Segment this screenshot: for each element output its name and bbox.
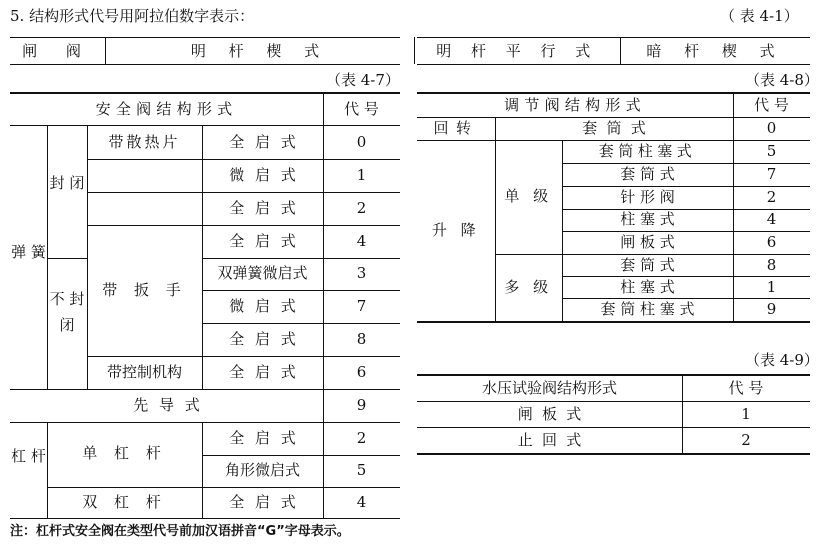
type-cell: 全 启 式 <box>229 429 296 447</box>
table-label-4-7: （表 4-7） <box>326 71 400 89</box>
option-double-lever: 双 杠 杆 <box>82 493 167 511</box>
type-cell: 闸 板 式 <box>517 405 582 423</box>
pilot-code-cell: 9 <box>356 396 367 414</box>
type-cell: 全 启 式 <box>229 363 296 381</box>
footnote: 注：杠杆式安全阀在类型代号前加汉语拼音“G”字母表示。 <box>10 524 350 539</box>
type-cell: 角形微启式 <box>224 461 300 479</box>
type-cell: 闸 板 式 <box>620 233 675 251</box>
subcategory-unsealed: 不 封 闭 <box>49 290 85 334</box>
rising-stem-wedge-cell: 明 杆 楔 式 <box>190 42 329 60</box>
code-cell: 8 <box>356 330 367 348</box>
type-cell: 微 启 式 <box>229 166 296 184</box>
type-cell: 套 筒 柱 塞 式 <box>600 300 695 318</box>
code-cell: 8 <box>766 256 777 274</box>
type-cell: 双弹簧微启式 <box>217 264 308 282</box>
type-cell: 柱 塞 式 <box>620 278 675 296</box>
rising-stem-parallel-cell: 明 杆 平 行 式 <box>436 42 598 60</box>
safety-valve-form-header: 安全阀结构形式 <box>95 100 238 118</box>
category-lift: 升 降 <box>431 221 481 239</box>
table-label-4-9: （表 4-9） <box>745 351 819 369</box>
type-cell: 套筒柱塞式 <box>598 142 697 160</box>
table-ref-4-1: （ 表 4-1） <box>720 7 799 25</box>
type-cell: 柱 塞 式 <box>620 210 675 228</box>
regulating-valve-code-header: 代 号 <box>754 96 789 114</box>
subcategory-single-stage: 单 级 <box>504 187 553 205</box>
code-cell: 4 <box>356 493 367 511</box>
code-cell: 0 <box>766 119 777 137</box>
code-cell: 6 <box>356 363 367 381</box>
pilot-type-cell: 先 导 式 <box>133 396 200 414</box>
type-cell: 全 启 式 <box>229 493 296 511</box>
code-cell: 5 <box>356 461 367 479</box>
type-cell: 止 回 式 <box>517 431 582 449</box>
test-valve-form-header: 水压试验阀结构形式 <box>481 379 617 397</box>
type-cell: 微 启 式 <box>229 297 296 315</box>
type-cell: 套 筒 式 <box>582 119 646 137</box>
category-spring: 弹 簧 <box>11 243 46 261</box>
option-heat-fins: 带散热片 <box>108 133 181 151</box>
code-cell: 7 <box>356 297 367 315</box>
option-single-lever: 单 杠 杆 <box>82 444 167 462</box>
safety-valve-code-header: 代 号 <box>344 100 379 118</box>
type-cell: 套 筒 式 <box>620 165 675 183</box>
type-cell: 全 启 式 <box>229 133 296 151</box>
code-cell: 6 <box>766 233 777 251</box>
type-cell: 全 启 式 <box>229 330 296 348</box>
option-control-mechanism: 带控制机构 <box>106 363 182 381</box>
category-lever: 杠 杆 <box>11 447 46 465</box>
code-cell: 2 <box>356 199 367 217</box>
code-cell: 9 <box>766 300 777 318</box>
code-cell: 2 <box>741 431 751 449</box>
regulating-valve-form-header: 调节阀结构形式 <box>504 96 646 114</box>
code-cell: 3 <box>356 264 367 282</box>
option-wrench: 带 扳 手 <box>102 281 187 299</box>
test-valve-code-header: 代 号 <box>728 379 764 397</box>
subcategory-sealed: 封 闭 <box>49 174 85 192</box>
category-rotary: 回转 <box>433 119 479 137</box>
code-cell: 2 <box>766 188 777 206</box>
subcategory-multi-stage: 多 级 <box>504 278 553 296</box>
code-cell: 4 <box>766 210 777 228</box>
code-cell: 1 <box>741 405 751 423</box>
code-cell: 2 <box>356 429 367 447</box>
type-cell: 全 启 式 <box>229 232 296 250</box>
table-label-4-8: （表 4-8） <box>745 71 819 89</box>
code-cell: 0 <box>356 133 367 151</box>
non-rising-stem-wedge-cell: 暗 杆 楔 式 <box>646 42 784 60</box>
gate-valve-cell: 闸 阀 <box>22 42 93 60</box>
type-cell: 全 启 式 <box>229 199 296 217</box>
type-cell: 针 形 阀 <box>620 188 675 206</box>
type-cell: 套 筒 式 <box>620 256 675 274</box>
code-cell: 4 <box>356 232 367 250</box>
code-cell: 7 <box>766 165 777 183</box>
section-heading: 5. 结构形式代号用阿拉伯数字表示： <box>10 7 255 25</box>
code-cell: 1 <box>766 278 777 296</box>
code-cell: 1 <box>356 166 367 184</box>
code-cell: 5 <box>766 142 777 160</box>
